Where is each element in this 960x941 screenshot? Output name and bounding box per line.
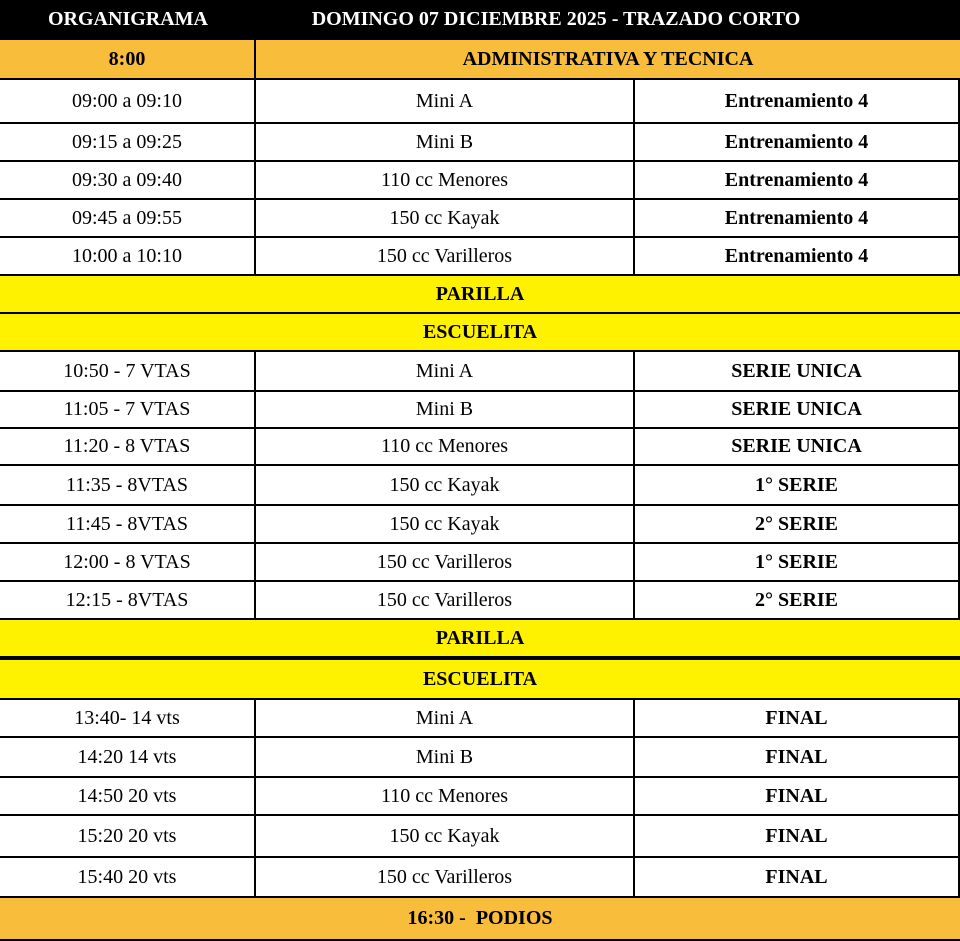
row-category: 150 cc Kayak bbox=[256, 466, 633, 504]
table-row bbox=[0, 816, 960, 856]
band-escuelita-label: ESCUELITA bbox=[0, 314, 960, 350]
row-category: 150 cc Varilleros bbox=[256, 544, 633, 580]
band-escuelita bbox=[0, 660, 960, 698]
row-time: 11:45 - 8VTAS bbox=[0, 506, 254, 542]
row-category: Mini B bbox=[256, 124, 633, 160]
band-podios-label: 16:30 - PODIOS bbox=[0, 898, 960, 939]
row-time: 15:40 20 vts bbox=[0, 858, 254, 896]
row-time: 12:15 - 8VTAS bbox=[0, 582, 254, 618]
row-session: Entrenamiento 4 bbox=[635, 162, 958, 198]
row-category: 150 cc Kayak bbox=[256, 816, 633, 856]
row-session: FINAL bbox=[635, 700, 958, 736]
row-time: 14:50 20 vts bbox=[0, 778, 254, 814]
row-category: 150 cc Varilleros bbox=[256, 858, 633, 896]
table-row bbox=[0, 392, 960, 427]
row-session: 1° SERIE bbox=[635, 466, 958, 504]
row-session: 2° SERIE bbox=[635, 582, 958, 618]
row-session: FINAL bbox=[635, 858, 958, 896]
header-title: ORGANIGRAMA bbox=[48, 7, 208, 30]
row-category: Mini A bbox=[256, 80, 633, 122]
table-row bbox=[0, 352, 960, 390]
row-category: 150 cc Varilleros bbox=[256, 238, 633, 274]
row-category: 150 cc Varilleros bbox=[256, 582, 633, 618]
header-row bbox=[0, 0, 960, 38]
row-time: 09:00 a 09:10 bbox=[0, 80, 254, 122]
table-row bbox=[0, 738, 960, 776]
header-date: DOMINGO 07 DICIEMBRE 2025 - TRAZADO CORTO bbox=[311, 7, 801, 30]
row-time: 09:30 a 09:40 bbox=[0, 162, 254, 198]
table-row bbox=[0, 429, 960, 464]
row-session: FINAL bbox=[635, 778, 958, 814]
table-row bbox=[0, 124, 960, 160]
table-row bbox=[0, 80, 960, 122]
table-row bbox=[0, 466, 960, 504]
row-time: 10:00 a 10:10 bbox=[0, 238, 254, 274]
row-time: 12:00 - 8 VTAS bbox=[0, 544, 254, 580]
table-row bbox=[0, 544, 960, 580]
row-session: SERIE UNICA bbox=[635, 392, 958, 427]
table-row bbox=[0, 200, 960, 236]
row-session: Entrenamiento 4 bbox=[635, 200, 958, 236]
table-row bbox=[0, 162, 960, 198]
row-time: 09:15 a 09:25 bbox=[0, 124, 254, 160]
band-parilla-label: PARILLA bbox=[0, 620, 960, 656]
table-row bbox=[0, 506, 960, 542]
row-time: 11:35 - 8VTAS bbox=[0, 466, 254, 504]
table-row bbox=[0, 700, 960, 736]
band-escuelita bbox=[0, 314, 960, 350]
row-session: Entrenamiento 4 bbox=[635, 238, 958, 274]
row-session: Entrenamiento 4 bbox=[635, 124, 958, 160]
table-row bbox=[0, 858, 960, 896]
band-podios bbox=[0, 898, 960, 939]
table-row bbox=[0, 778, 960, 814]
row-session: 2° SERIE bbox=[635, 506, 958, 542]
table-row bbox=[0, 238, 960, 274]
row-time: 13:40- 14 vts bbox=[0, 700, 254, 736]
row-session: 1° SERIE bbox=[635, 544, 958, 580]
row-time: 15:20 20 vts bbox=[0, 816, 254, 856]
row-category: 110 cc Menores bbox=[256, 429, 633, 464]
row-time: 11:20 - 8 VTAS bbox=[0, 429, 254, 464]
band-parilla bbox=[0, 276, 960, 312]
row-category: 110 cc Menores bbox=[256, 778, 633, 814]
band-parilla bbox=[0, 620, 960, 656]
row-session: SERIE UNICA bbox=[635, 429, 958, 464]
row-category: 150 cc Kayak bbox=[256, 506, 633, 542]
band-parilla-label: PARILLA bbox=[0, 276, 960, 312]
row-time: 10:50 - 7 VTAS bbox=[0, 352, 254, 390]
row-time: 14:20 14 vts bbox=[0, 738, 254, 776]
row-category: Mini B bbox=[256, 392, 633, 427]
row-session: SERIE UNICA bbox=[635, 352, 958, 390]
row-session: FINAL bbox=[635, 816, 958, 856]
band-escuelita-label: ESCUELITA bbox=[0, 660, 960, 698]
row-category: Mini A bbox=[256, 352, 633, 390]
row-category: 150 cc Kayak bbox=[256, 200, 633, 236]
band-admin-time: 8:00 bbox=[0, 40, 254, 78]
row-time: 09:45 a 09:55 bbox=[0, 200, 254, 236]
band-admin bbox=[0, 40, 960, 78]
row-session: FINAL bbox=[635, 738, 958, 776]
row-time: 11:05 - 7 VTAS bbox=[0, 392, 254, 427]
row-category: Mini A bbox=[256, 700, 633, 736]
table-row bbox=[0, 582, 960, 618]
row-session: Entrenamiento 4 bbox=[635, 80, 958, 122]
band-admin-label: ADMINISTRATIVA Y TECNICA bbox=[256, 40, 960, 78]
row-category: 110 cc Menores bbox=[256, 162, 633, 198]
row-category: Mini B bbox=[256, 738, 633, 776]
